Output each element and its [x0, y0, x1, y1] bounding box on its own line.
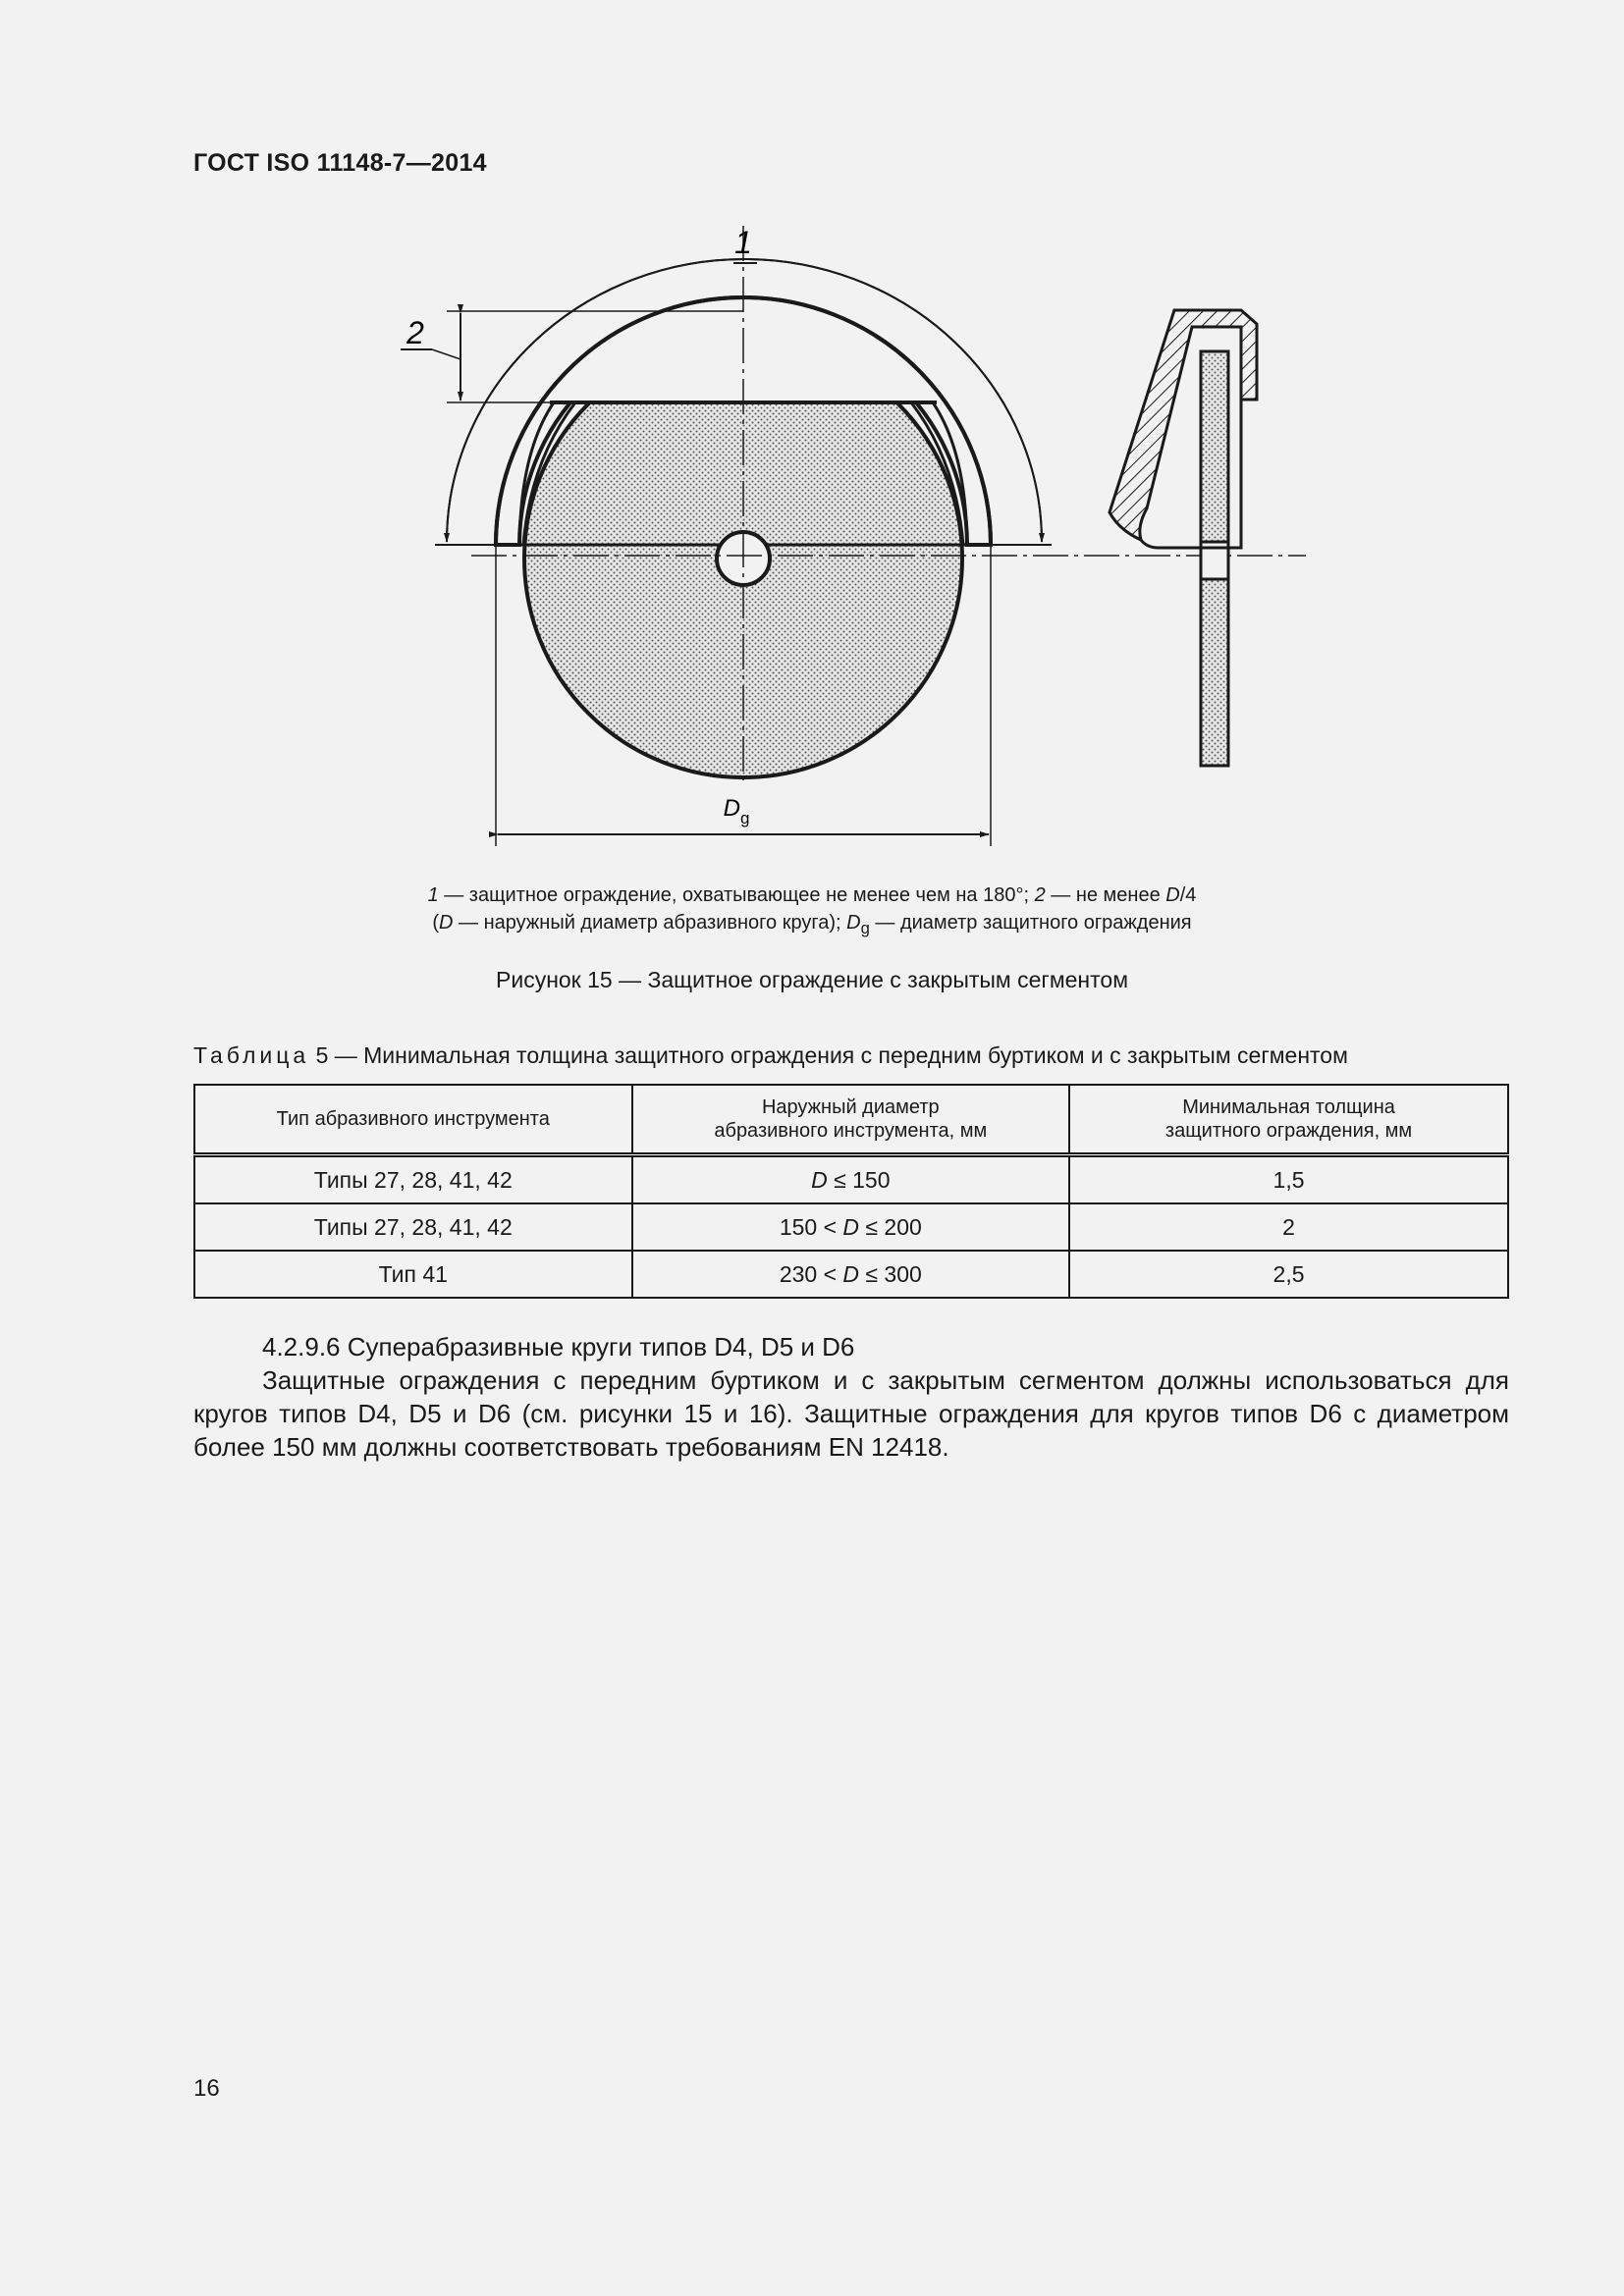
table-caption: Таблица 5 — Минимальная толщина защитного ограждения с передним буртиком и с закрытым сегментом: [193, 1042, 1348, 1068]
cell-tool-type: Типы 27, 28, 41, 42: [194, 1155, 632, 1204]
guard-side-section: [1110, 310, 1257, 766]
section-heading: 4.2.9.6 Суперабразивные круги типов D4, D5 и D6: [262, 1332, 855, 1362]
cell-tool-type: Типы 27, 28, 41, 42: [194, 1203, 632, 1251]
figure-15-drawing: [0, 0, 1624, 883]
column-header-tool-type: Тип абразивного инструмента: [194, 1085, 632, 1155]
table-row: [194, 1251, 1508, 1298]
cell-thickness: 2: [1069, 1203, 1508, 1251]
callout-label-2: 2: [406, 315, 424, 350]
callout-label-1: 1: [734, 225, 752, 260]
table-header-row: [194, 1085, 1508, 1155]
thickness-table: [193, 1084, 1509, 1299]
cell-tool-type: Тип 41: [194, 1251, 632, 1298]
page-number: 16: [193, 2075, 220, 2102]
figure-legend-line-1: 1 — защитное ограждение, охватывающее не менее чем на 180°; 2 — не менее D/4: [427, 884, 1197, 906]
cell-diameter: D ≤ 150: [632, 1155, 1070, 1204]
cell-thickness: 2,5: [1069, 1251, 1508, 1298]
table-row: [194, 1155, 1508, 1204]
column-header-thickness: Минимальная толщина защитного ограждения, мм: [1069, 1085, 1508, 1155]
table-row: [194, 1203, 1508, 1251]
column-header-diameter: Наружный диаметр абразивного инструмента, мм: [632, 1085, 1070, 1155]
document-header: ГОСТ ISO 11148-7—2014: [193, 149, 487, 177]
cell-diameter: 230 < D ≤ 300: [632, 1251, 1070, 1298]
cell-diameter: 150 < D ≤ 200: [632, 1203, 1070, 1251]
figure-title: Рисунок 15 — Защитное ограждение с закрытым сегментом: [496, 967, 1128, 992]
figure-legend-line-2: (D — наружный диаметр абразивного круга); $D_g$ — диаметр защитного ограждения: [432, 912, 1192, 937]
cell-thickness: 1,5: [1069, 1155, 1508, 1204]
dg-dimension-label: $D_g$: [723, 795, 750, 828]
section-body: Защитные ограждения с передним буртиком и с закрытым сегментом должны использоваться для кругов типов D4, D5 и D6 (см. рисунки 15 и 16). Защитные ограждения для кругов типов D6 с диаметром более 150 мм должны соответствовать требованиям EN 12418.: [193, 1365, 1509, 1462]
